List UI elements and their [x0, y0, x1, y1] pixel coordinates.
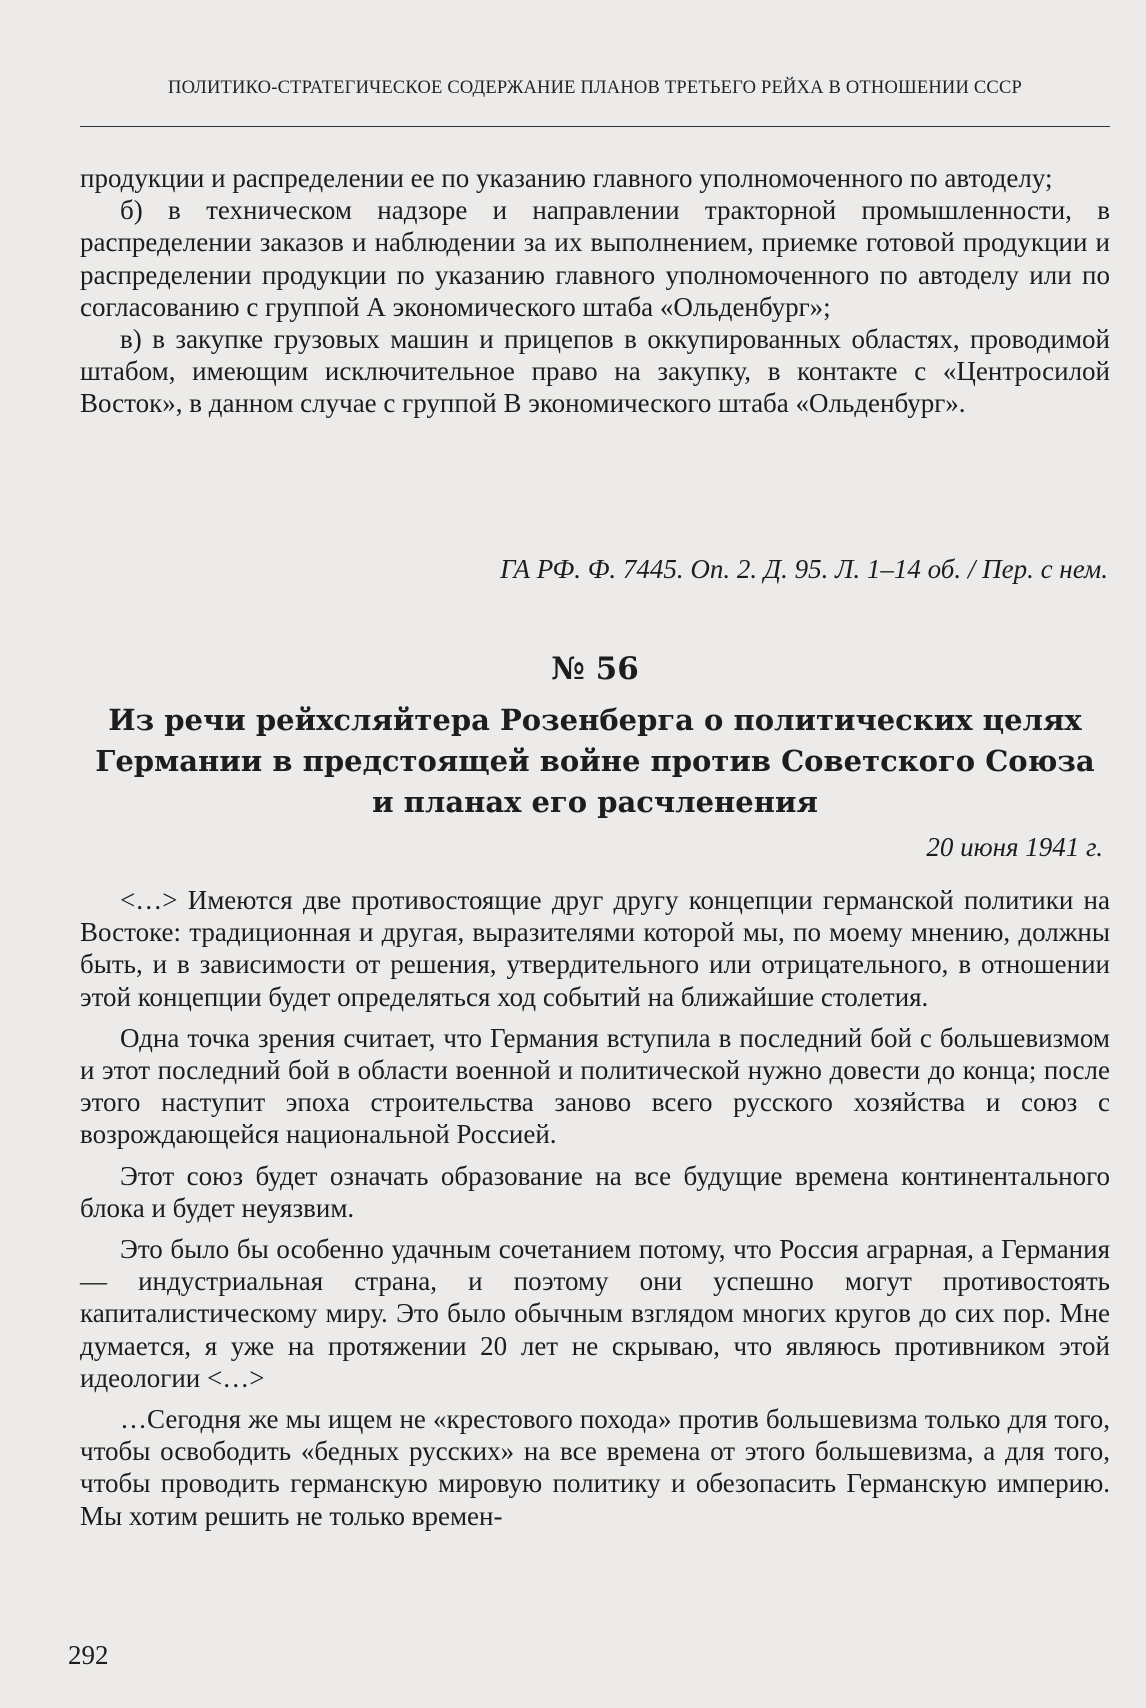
document-title: Из речи рейхсляйтера Розенберга о политических целях Германии в предстоящей войне против Советского Союза и планах его расчленения — [95, 703, 1095, 819]
document-body — [80, 884, 1110, 1532]
running-header: ПОЛИТИКО-СТРАТЕГИЧЕСКОЕ СОДЕРЖАНИЕ ПЛАНОВ ТРЕТЬЕГО РЕЙХА В ОТНОШЕНИИ СССР — [168, 78, 1022, 98]
document-date: 20 июня 1941 г. — [926, 832, 1103, 862]
archival-source: ГА РФ. Ф. 7445. Оп. 2. Д. 95. Л. 1–14 об. / Пер. с нем. — [500, 554, 1108, 584]
intro-text — [80, 162, 1110, 420]
body-paragraph: …Сегодня же мы ищем не «крестового похода» против большевизма только для того, чтобы освободить «бедных русских» на все времена от этого большевизма, а для того, чтобы проводить германскую мировую политику и обезопасить Германскую империю. Мы хотим решить не только времен- — [80, 1404, 1110, 1531]
header-rule — [80, 126, 1110, 127]
intro-paragraph: б) в техническом надзоре и направлении тракторной промышленности, в распределении заказов и наблюдении за их выполнением, приемке готовой продукции и распределении продукции по указанию главного уполномоченного по автоделу или по согласованию с группой А экономического штаба «Ольденбург»; — [80, 195, 1110, 322]
page-number: 292 — [68, 1640, 109, 1670]
document-number: № 56 — [551, 651, 639, 687]
body-paragraph: Это было бы особенно удачным сочетанием потому, что Россия аграрная, а Германия — индустриальная страна, и поэтому они успешно могут противостоять капиталистическому миру. Это было обычным взглядом многих кругов до сих пор. Мне думается, я уже на протяжении 20 лет не скрываю, что являюсь противником этой идеологии <…> — [80, 1234, 1110, 1393]
intro-paragraph: продукции и распределении ее по указанию главного уполномоченного по автоделу; — [80, 163, 1053, 193]
intro-paragraph: в) в закупке грузовых машин и прицепов в оккупированных областях, проводимой штабом, имеющим исключительное право на закупку, в контакте с «Центросилой Восток», в данном случае с группой В экономического штаба «Ольденбург». — [80, 324, 1110, 419]
body-paragraph: Этот союз будет означать образование на все будущие времена континентального блока и будет неуязвим. — [80, 1160, 1110, 1223]
body-paragraph: Одна точка зрения считает, что Германия вступила в последний бой с большевизмом и этот последний бой в области военной и политической нужно довести до конца; после этого наступит эпоха строительства заново всего русского хозяйства и союз с возрождающейся национальной Россией. — [80, 1022, 1110, 1150]
body-paragraph: <…> Имеются две противостоящие друг другу концепции германской политики на Востоке: традиционная и другая, выразителями которой мы, по моему мнению, должны быть, и в зависимости от решения, утвердительного или отрицательного, в отношении этой концепции будет определяться ход событий на ближайшие столетия. — [80, 885, 1110, 1012]
